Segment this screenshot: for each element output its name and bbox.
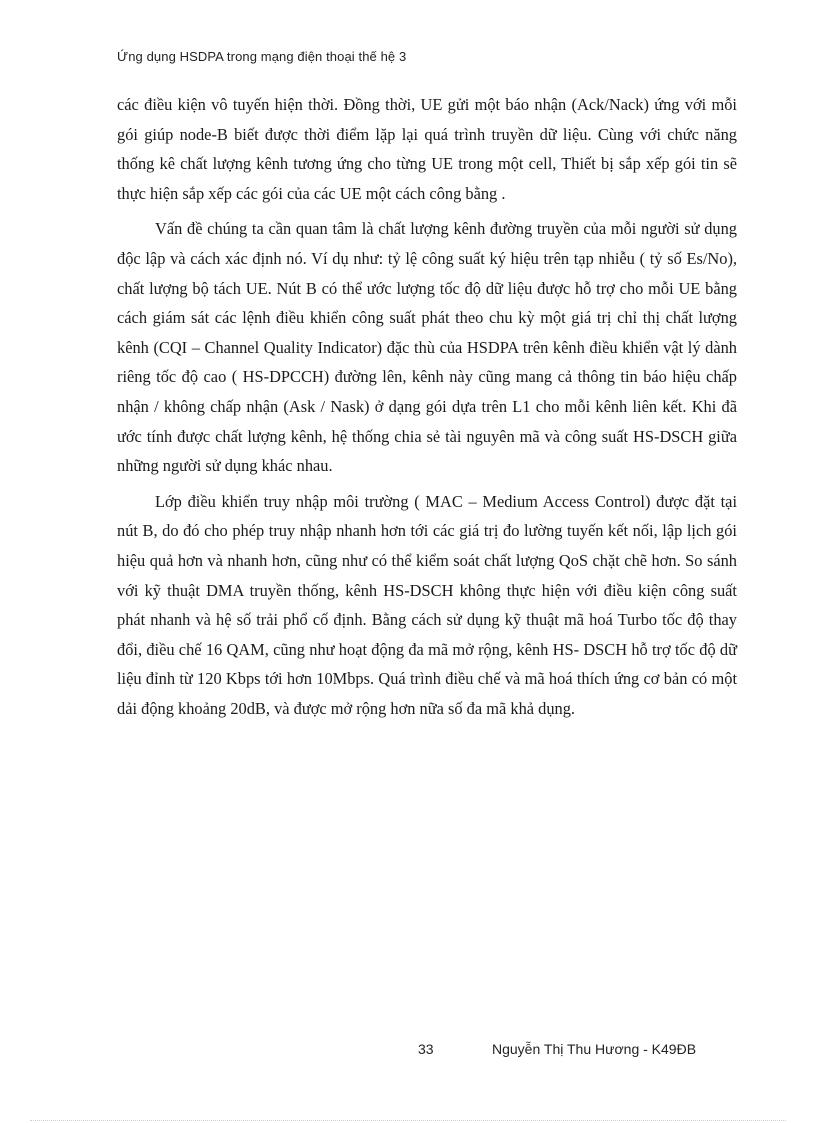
page-number: 33: [418, 1041, 434, 1057]
page-bottom-divider: [30, 1120, 786, 1121]
paragraph-channel-quality: Vấn đề chúng ta cần quan tâm là chất lượng kênh đường truyền của mỗi người sử dụng độc lập và cách xác định nó. Ví dụ như: tỷ lệ công suất ký hiệu trên tạp nhiễu ( tỷ số Es/No), chất lượng bộ tách UE. Nút B có thể ước lượng tốc độ dữ liệu được hỗ trợ cho mỗi UE bằng cách giám sát các lệnh điều khiển công suất phát theo chu kỳ một giá trị chỉ thị chất lượng kênh (CQI – Channel Quality Indicator) đặc thù của HSDPA trên kênh điều khiển vật lý dành riêng tốc độ cao ( HS-DPCCH) đường lên, kênh này cũng mang cả thông tin báo hiệu chấp nhận / không chấp nhận (Ask / Nask) ở dạng gói dựa trên L1 cho mỗi kênh liên kết. Khi đã ước tính được chất lượng kênh, hệ thống chia sẻ tài nguyên mã và công suất HS-DSCH giữa những người sử dụng khác nhau.: [117, 219, 737, 476]
body-text: [117, 90, 737, 729]
paragraph-mac-layer: Lớp điều khiển truy nhập môi trường ( MAC – Medium Access Control) được đặt tại nút B, do đó cho phép truy nhập nhanh hơn tới các giá trị đo lường tuyến kết nối, lập lịch gói hiệu quả hơn và nhanh hơn, cũng như có thể kiểm soát chất lượng QoS chặt chẽ hơn. So sánh với kỹ thuật DMA truyền thống, kênh HS-DSCH không thực hiện với điều kiện công suất phát nhanh và hệ số trải phổ cố định. Bằng cách sử dụng kỹ thuật mã hoá Turbo tốc độ thay đổi, điều chế 16 QAM, cũng như hoạt động đa mã mở rộng, kênh HS- DSCH hỗ trợ tốc độ dữ liệu đỉnh từ 120 Kbps tới hơn 10Mbps. Quá trình điều chế và mã hoá thích ứng cơ bản có một dải động khoảng 20dB, và được mở rộng hơn nữa số đa mã khả dụng.: [117, 491, 737, 718]
paragraph-continued: các điều kiện vô tuyến hiện thời. Đồng thời, UE gửi một báo nhận (Ack/Nack) ứng với mỗi gói giúp node-B biết được thời điểm lặp lại quá trình truyền dữ liệu. Cùng với chức năng thống kê chất lượng kênh tương ứng cho từng UE trong một cell, Thiết bị sắp xếp gói tin sẽ thực hiện sắp xếp các gói của các UE một cách công bằng .: [117, 95, 737, 203]
author-name: Nguyễn Thị Thu Hương - K49ĐB: [492, 1041, 697, 1057]
page-footer: [0, 1041, 816, 1061]
running-header: Ứng dụng HSDPA trong mạng điện thoại thế hệ 3: [117, 49, 407, 64]
